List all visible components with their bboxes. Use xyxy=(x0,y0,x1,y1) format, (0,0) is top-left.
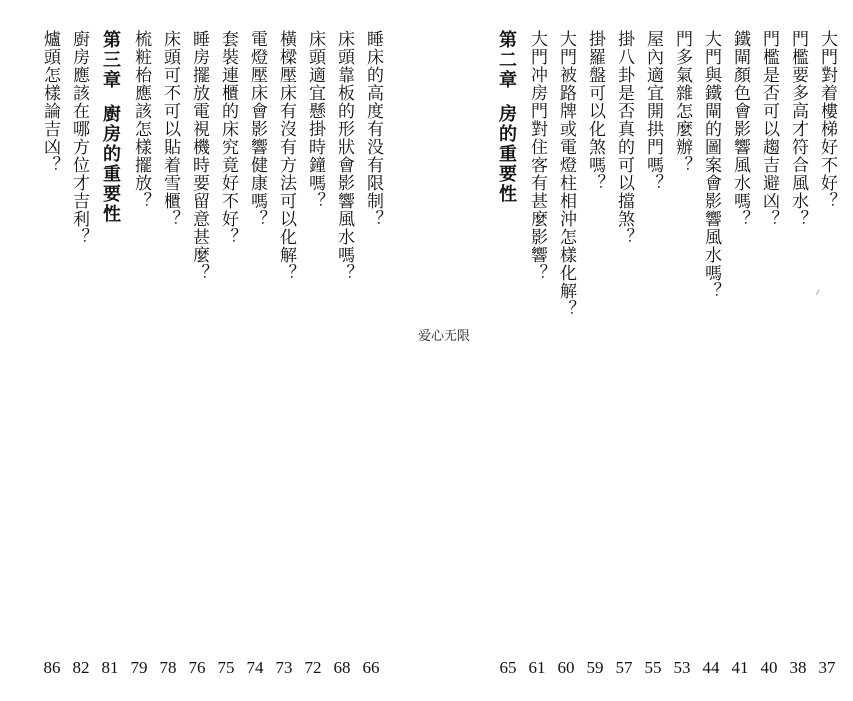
page-number: 65 xyxy=(499,658,517,677)
chapter-heading xyxy=(101,30,119,224)
toc-entry: 大門被路牌或電燈柱相沖怎樣化解？ xyxy=(556,30,576,318)
toc-entry: 鐵閘顏色會影響風水嗎？ xyxy=(730,30,750,228)
page-number: 74 xyxy=(246,658,264,677)
toc-entry: 門多氣雜怎麼辦？ xyxy=(672,30,692,174)
page-number: 59 xyxy=(586,658,604,677)
toc-entry: 大門對着樓梯好不好？ xyxy=(817,30,837,210)
chapter-label: 第三章 xyxy=(100,30,121,90)
toc-entry: 床頭靠板的形狀會影響風水嗎？ xyxy=(334,30,354,282)
page-number: 60 xyxy=(557,658,575,677)
toc-entry: 門檻是否可以趨吉避凶？ xyxy=(759,30,779,228)
page-number: 68 xyxy=(333,658,351,677)
page-number: 86 xyxy=(43,658,61,677)
toc-entry: 掛羅盤可以化煞嗎？ xyxy=(585,30,605,192)
page-number: 55 xyxy=(644,658,662,677)
toc-entry: 大門與鐵閘的圖案會影響風水嗎？ xyxy=(701,30,721,300)
chapter-title: 廚房的重要性 xyxy=(100,104,121,224)
page-number: 61 xyxy=(528,658,546,677)
scan-speck xyxy=(816,289,822,296)
toc-entry: 門檻要多高才符合風水？ xyxy=(788,30,808,228)
toc-entry: 大門冲房門對住客有甚麼影響？ xyxy=(527,30,547,282)
page-number: 38 xyxy=(789,658,807,677)
toc-entry: 掛八卦是否真的可以擋煞？ xyxy=(614,30,634,246)
page-number: 79 xyxy=(130,658,148,677)
toc-entry: 橫樑壓床有沒有方法可以化解？ xyxy=(276,30,296,282)
toc-entry: 床頭適宜懸掛時鐘嗎？ xyxy=(305,30,325,210)
toc-entry: 床頭可不可以貼着雪櫃？ xyxy=(160,30,180,228)
toc-entry: 睡床的高度有没有限制？ xyxy=(363,30,383,228)
toc-entry: 電燈壓床會影響健康嗎？ xyxy=(247,30,267,228)
page-number: 41 xyxy=(731,658,749,677)
page-number: 75 xyxy=(217,658,235,677)
page-number: 53 xyxy=(673,658,691,677)
page-number: 76 xyxy=(188,658,206,677)
page-number: 37 xyxy=(818,658,836,677)
page-number: 72 xyxy=(304,658,322,677)
chapter-title: 房的重要性 xyxy=(496,104,517,204)
page-number: 78 xyxy=(159,658,177,677)
toc-entry: 睡房擺放電視機時要留意甚麼？ xyxy=(189,30,209,282)
toc-entry: 套裝連櫃的床究竟好不好？ xyxy=(218,30,238,246)
toc-entry: 廚房應該在哪方位才吉利？ xyxy=(69,30,89,246)
page-number: 82 xyxy=(72,658,90,677)
chapter-label: 第二章 xyxy=(496,30,517,90)
toc-entry: 屋內適宜開拱門嗎？ xyxy=(643,30,663,192)
page-number: 57 xyxy=(615,658,633,677)
page-number: 40 xyxy=(760,658,778,677)
page-number: 44 xyxy=(702,658,720,677)
toc-entry: 爐頭怎樣論吉凶？ xyxy=(40,30,60,174)
chapter-heading xyxy=(497,30,515,204)
page-number: 81 xyxy=(101,658,119,677)
page-number: 66 xyxy=(362,658,380,677)
toc-entry: 梳粧枱應該怎樣擺放？ xyxy=(131,30,151,210)
page-number: 73 xyxy=(275,658,293,677)
watermark: 爱心无限 xyxy=(418,329,471,344)
